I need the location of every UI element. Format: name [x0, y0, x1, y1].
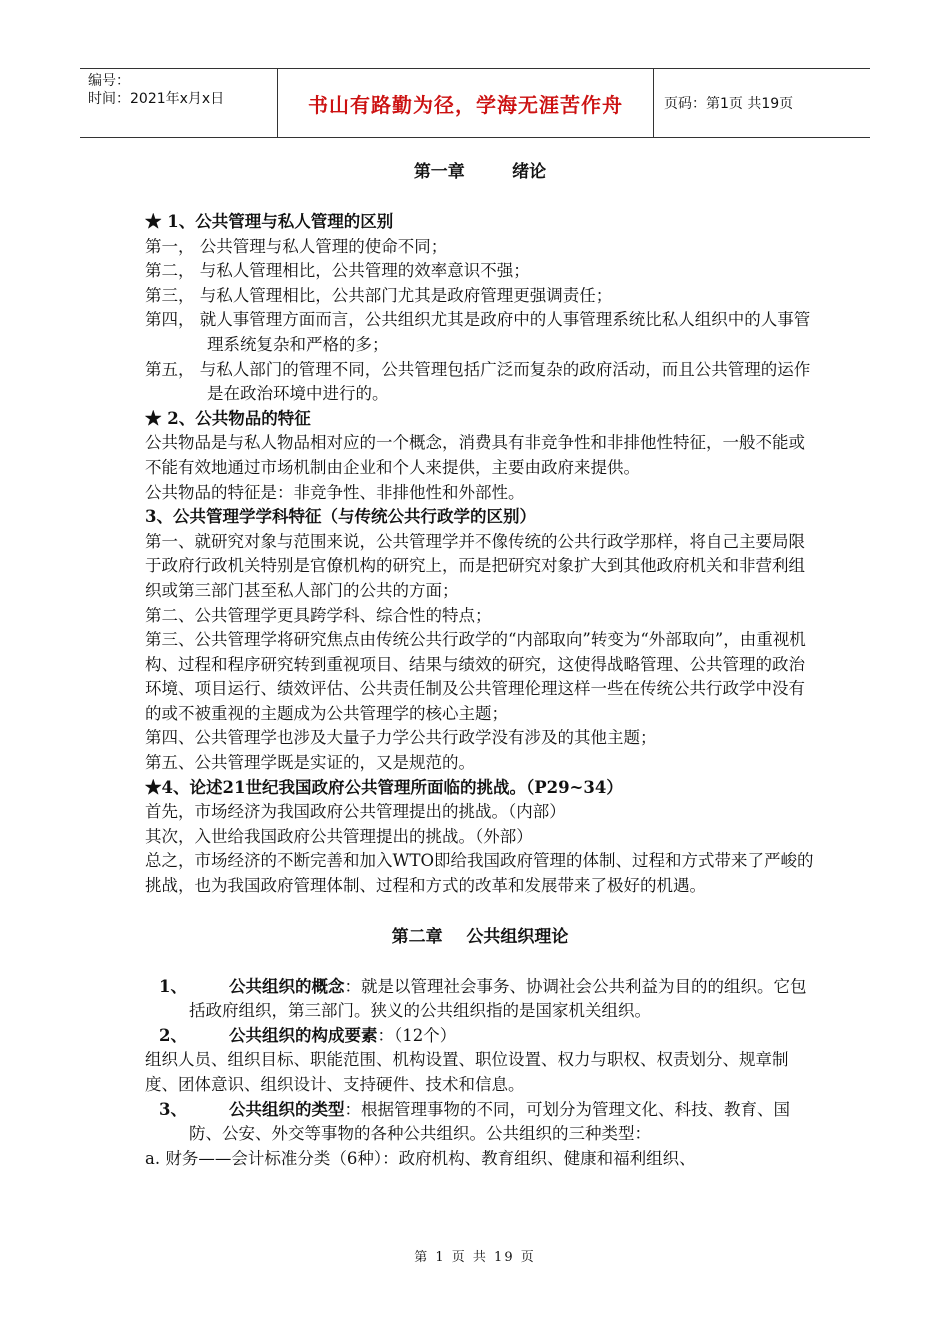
paragraph: a. 财务——会计标准分类（6种）：政府机构、教育组织、健康和福利组织、 — [145, 1148, 696, 1168]
item-number: 3、 — [159, 1099, 187, 1119]
list-item: 第一、就研究对象与范围来说，公共管理学并不像传统的公共行政学那样，将自己主要局限于政府行政机关特别是官僚机构的研究上，而是把研究对象扩大到其他政府机关和非营利组织或第三部门甚至私人部门的公共的方面； — [145, 531, 805, 600]
list-item: 第一， 公共管理与私人管理的使命不同； — [145, 236, 448, 256]
item-number: 2、 — [159, 1025, 187, 1045]
section-2-heading: ★ 2、公共物品的特征 — [145, 408, 311, 428]
list-item: 第三、公共管理学将研究焦点由传统公共行政学的“内部取向”转变为“外部取向”，由重视机构、过程和程序研究转到重视项目、结果与绩效的研究，这使得战略管理、公共管理的政治环境、项目运行、绩效评估、公共责任制及公共管理伦理这样一些在传统公共行政学中没有的或不被重视的主题成为公共管理学的核心主题； — [145, 630, 806, 723]
header-meta — [80, 69, 278, 137]
page-footer: 第 1 页 共 19 页 — [414, 1250, 536, 1265]
paragraph: 其次，入世给我国政府公共管理提出的挑战。（外部） — [145, 826, 533, 846]
list-item: 第二， 与私人管理相比，公共管理的效率意识不强； — [145, 261, 530, 281]
paragraph: 公共物品的特征是：非竞争性、非排他性和外部性。 — [145, 482, 525, 502]
document-header — [80, 68, 870, 138]
list-item: 第五、公共管理学既是实证的，又是规范的。 — [145, 753, 475, 773]
numbered-item-1 — [145, 975, 815, 1024]
numbered-item-3 — [145, 1098, 815, 1147]
numbered-item-2 — [145, 1024, 815, 1049]
paragraph: 总之，市场经济的不断完善和加入WTO即给我国政府管理的体制、过程和方式带来了严峻的挑战，也为我国政府管理体制、过程和方式的改革和发展带来了极好的机遇。 — [145, 851, 814, 896]
paragraph: 首先，市场经济为我国政府公共管理提出的挑战。（内部） — [145, 802, 566, 822]
paragraph: 组织人员、组织目标、职能范围、机构设置、职位设置、权力与职权、权责划分、规章制度、团体意识、组织设计、支持硬件、技术和信息。 — [145, 1050, 789, 1094]
document-body — [145, 160, 815, 1171]
item-number: 1、 — [159, 976, 187, 996]
item-text: ：根据管理事物的不同，可划分为管理文化、科技、教育、国防、公安、外交等事物的各种公共组织。公共组织的三种类型： — [189, 1099, 790, 1144]
header-motto: 书山有路勤为径，学海无涯苦作舟 — [278, 69, 654, 137]
item-term: 公共组织的概念 — [228, 976, 345, 996]
time-label: 时间：2021年x月x日 — [88, 91, 225, 107]
chapter-2-title: 第二章 公共组织理论 — [391, 926, 569, 947]
item-text: ：（12个） — [377, 1025, 457, 1045]
number-label: 编号： — [88, 73, 130, 89]
item-text: ：就是以管理社会事务、协调社会公共利益为目的的组织。它包括政府组织，第三部门。狭义的公共组织指的是国家机关组织。 — [189, 976, 807, 1021]
list-item: 第二、公共管理学更具跨学科、综合性的特点； — [145, 605, 492, 625]
item-term: 公共组织的类型 — [228, 1099, 345, 1119]
paragraph: 公共物品是与私人物品相对应的一个概念，消费具有非竞争性和非排他性特征，一般不能或不能有效地通过市场机制由企业和个人来提供，主要由政府来提供。 — [145, 433, 805, 477]
header-page-info: 页码：第1页 共19页 — [664, 96, 794, 112]
list-item: 第三， 与私人管理相比，公共部门尤其是政府管理更强调责任； — [145, 285, 613, 305]
section-4-heading: ★4、论述21世纪我国政府公共管理所面临的挑战。（P29~34） — [145, 777, 623, 797]
chapter-1-title: 第一章 绪论 — [413, 162, 547, 182]
list-item: 第四， 就人事管理方面而言，公共组织尤其是政府中的人事管理系统比私人组织中的人事管理系统复杂和严格的多； — [145, 310, 811, 354]
list-item: 第五， 与私人部门的管理不同，公共管理包括广泛而复杂的政府活动，而且公共管理的运作是在政治环境中进行的。 — [145, 359, 811, 404]
section-1-heading: ★ 1、公共管理与私人管理的区别 — [145, 212, 394, 231]
item-term: 公共组织的构成要素 — [228, 1025, 378, 1045]
list-item: 第四、公共管理学也涉及大量子力学公共行政学没有涉及的其他主题； — [145, 728, 657, 748]
section-3-heading: 3、公共管理学学科特征（与传统公共行政学的区别） — [145, 507, 536, 527]
